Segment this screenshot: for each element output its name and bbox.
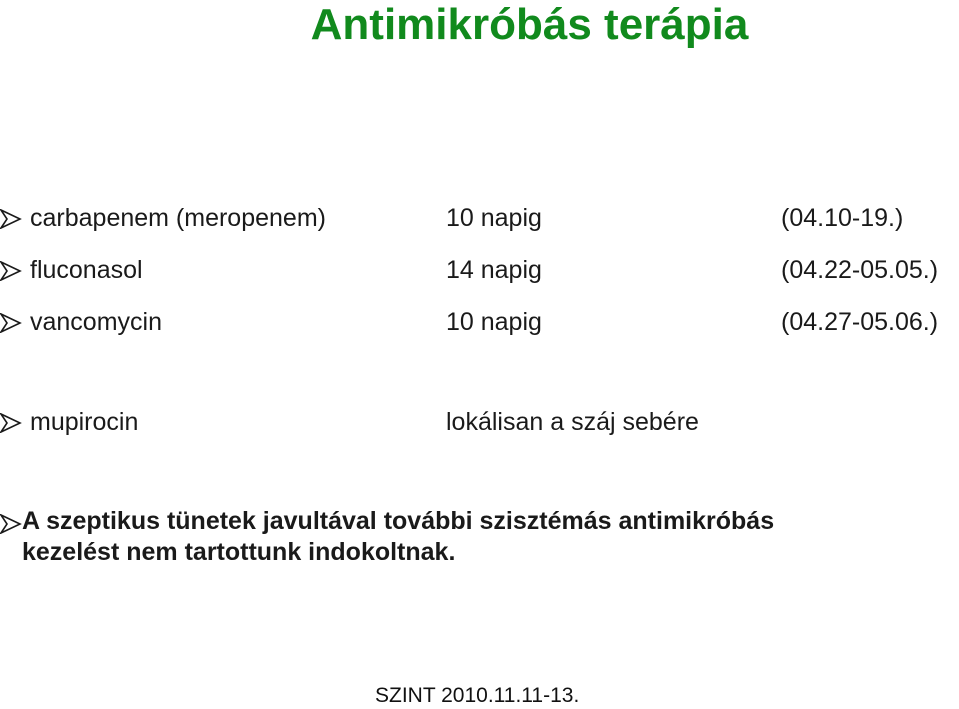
local-therapy-application: lokálisan a száj sebére (446, 408, 699, 436)
arrowhead-bullet-icon (0, 201, 24, 235)
arrowhead-bullet-icon (0, 305, 24, 339)
therapy-duration: 14 napig (446, 256, 542, 284)
therapy-drug: carbapenem (meropenem) (30, 204, 326, 232)
page-title: Antimikróbás terápia (310, 0, 749, 49)
conclusion-line-2: kezelést nem tartottunk indokoltnak. (22, 538, 456, 566)
therapy-drug: fluconasol (30, 256, 143, 284)
local-therapy-drug: mupirocin (30, 408, 139, 436)
footer-text: SZINT 2010.11.11-13. (375, 684, 580, 707)
therapy-dates: (04.22-05.05.) (781, 256, 939, 284)
arrowhead-bullet-icon (0, 506, 24, 540)
therapy-duration: 10 napig (446, 308, 542, 336)
conclusion-line-1: A szeptikus tünetek javultával további szisztémás antimikróbás (22, 507, 775, 535)
therapy-duration: 10 napig (446, 204, 542, 232)
therapy-dates: (04.27-05.06.) (781, 308, 939, 336)
therapy-drug: vancomycin (30, 308, 162, 336)
arrowhead-bullet-icon (0, 405, 24, 439)
arrowhead-bullet-icon (0, 253, 24, 287)
therapy-dates: (04.10-19.) (781, 204, 904, 232)
